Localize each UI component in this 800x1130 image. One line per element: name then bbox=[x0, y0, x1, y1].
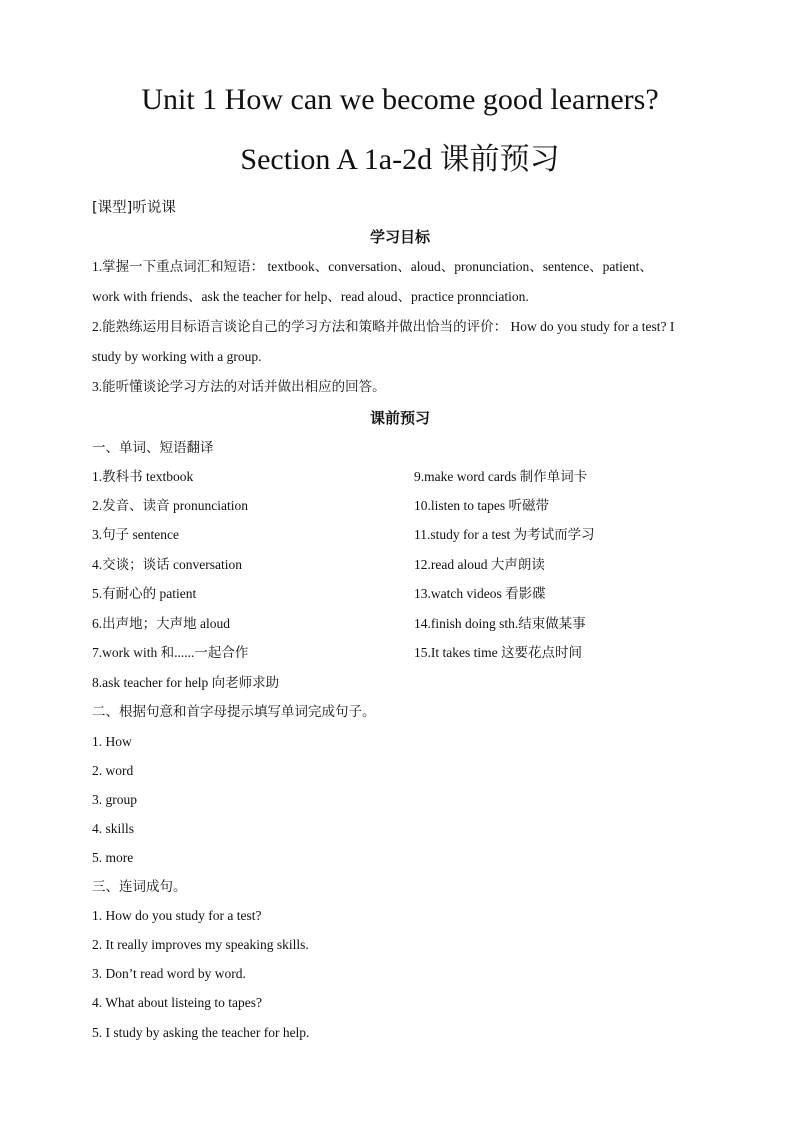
part3-heading: 三、连词成句。 bbox=[92, 879, 187, 894]
vocab-item: 6.出声地；大声地 aloud bbox=[92, 616, 230, 631]
goal-1-line-1: 1.掌握一下重点词汇和短语： textbook、conversation、aloud、pronunciation、sentence、patient、 bbox=[92, 259, 653, 274]
sentence-item: 4. What about listeing to tapes? bbox=[92, 995, 262, 1010]
document-subtitle: Section A 1a-2d 课前预习 bbox=[240, 143, 560, 176]
goal-3: 3.能听懂谈论学习方法的对话并做出相应的回答。 bbox=[92, 379, 386, 394]
preview-heading: 课前预习 bbox=[369, 409, 430, 427]
answer-item: 1. How bbox=[92, 734, 132, 749]
goal-2-line-2: study by working with a group. bbox=[92, 349, 262, 364]
vocab-item: 5.有耐心的 patient bbox=[92, 586, 197, 601]
vocab-item: 2.发音、读音 pronunciation bbox=[92, 498, 248, 513]
answer-item: 2. word bbox=[92, 763, 134, 778]
sentence-item: 5. I study by asking the teacher for help. bbox=[92, 1025, 310, 1040]
vocab-item: 13.watch videos 看影碟 bbox=[414, 586, 546, 601]
part2-heading: 二、根据句意和首字母提示填写单词完成句子。 bbox=[92, 704, 376, 719]
sentence-item: 2. It really improves my speaking skills. bbox=[92, 937, 309, 952]
lesson-type: [课型]听说课 bbox=[92, 200, 176, 216]
vocab-item: 3.句子 sentence bbox=[92, 527, 179, 542]
goals-heading: 学习目标 bbox=[369, 228, 430, 246]
vocab-item: 15.It takes time 这要花点时间 bbox=[414, 645, 582, 660]
part1-heading: 一、单词、短语翻译 bbox=[92, 440, 214, 455]
vocab-item: 9.make word cards 制作单词卡 bbox=[414, 469, 588, 484]
document-title: Unit 1 How can we become good learners? bbox=[141, 83, 659, 116]
goal-2-line-1: 2.能熟练运用目标语言谈论自己的学习方法和策略并做出恰当的评价： How do you study for a test? I bbox=[92, 319, 675, 334]
goal-1-line-2: work with friends、ask the teacher for help、read aloud、practice pronnciation. bbox=[92, 289, 529, 304]
vocab-item: 1.教科书 textbook bbox=[92, 469, 194, 484]
vocab-item: 4.交谈；谈话 conversation bbox=[92, 557, 242, 572]
vocab-item: 8.ask teacher for help 向老师求助 bbox=[92, 675, 280, 690]
answer-item: 4. skills bbox=[92, 821, 135, 836]
sentence-item: 1. How do you study for a test? bbox=[92, 908, 262, 923]
vocab-item: 14.finish doing sth.结束做某事 bbox=[414, 616, 586, 631]
vocab-item: 10.listen to tapes 听磁带 bbox=[414, 498, 549, 513]
answer-item: 5. more bbox=[92, 850, 134, 865]
vocab-item: 7.work with 和......一起合作 bbox=[92, 645, 249, 660]
vocab-item: 11.study for a test 为考试而学习 bbox=[414, 527, 595, 542]
answer-item: 3. group bbox=[92, 792, 137, 807]
sentence-item: 3. Don’t read word by word. bbox=[92, 966, 246, 981]
vocab-item: 12.read aloud 大声朗读 bbox=[414, 557, 545, 572]
